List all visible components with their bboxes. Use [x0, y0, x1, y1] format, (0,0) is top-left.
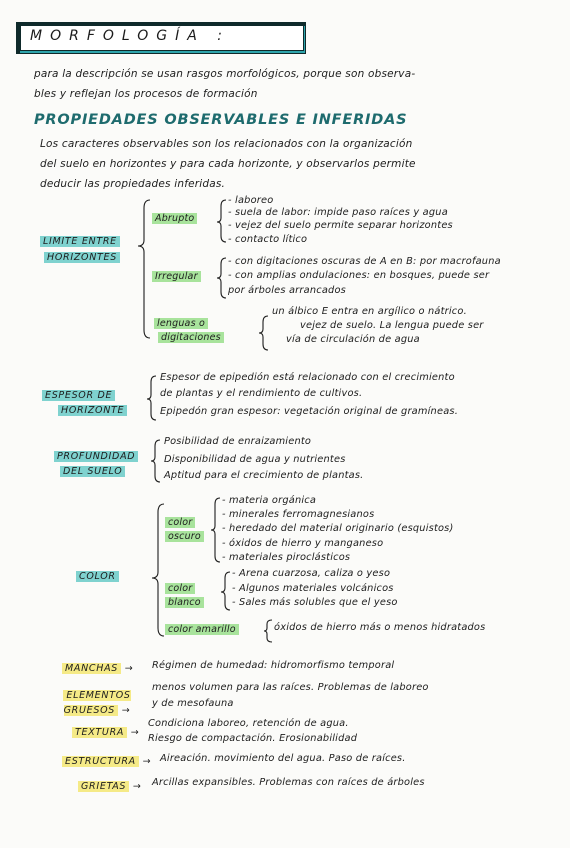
color-label: COLOR [76, 571, 119, 582]
limite-label-2: HORIZONTES [44, 252, 120, 263]
section-heading: PROPIEDADES OBSERVABLES E INFERIDAS [34, 112, 408, 128]
color-blanco-label-2: blanco [165, 597, 204, 608]
irregular-item-2: - con amplias ondulaciones: en bosques, puede ser [228, 270, 490, 281]
irregular-item-3: por árboles arrancados [228, 285, 346, 296]
blanco-item-2: - Algunos materiales volcánicos [232, 583, 394, 594]
manchas-label: MANCHAS → [62, 663, 133, 674]
profundidad-line-1: Posibilidad de enraizamiento [164, 436, 312, 447]
color-amarillo-label: color amarillo [165, 624, 239, 635]
oscuro-item-1: - materia orgánica [222, 495, 317, 506]
lenguas-label-2: digitaciones [158, 332, 224, 343]
intro-line-1: para la descripción se usan rasgos morfológicos, porque son observa- [34, 68, 416, 80]
abrupto-label: Abrupto [152, 213, 197, 224]
intro-line-2: bles y reflejan los procesos de formación [34, 88, 258, 100]
manchas-text: Régimen de humedad: hidromorfismo temporal [152, 660, 395, 671]
abrupto-item-3: - vejez del suelo permite separar horizontes [228, 220, 453, 231]
oscuro-item-2: - minerales ferromagnesianos [222, 509, 375, 520]
blanco-item-1: - Arena cuarzosa, caliza o yeso [232, 568, 391, 579]
espesor-line-3: Epipedón gran espesor: vegetación original de gramíneas. [160, 406, 459, 417]
estructura-text: Aireación. movimiento del agua. Paso de raíces. [160, 753, 406, 764]
profundidad-line-2: Disponibilidad de agua y nutrientes [164, 454, 346, 465]
espesor-line-1: Espesor de epipedión está relacionado con el crecimiento [160, 372, 455, 383]
color-oscuro-label-2: oscuro [165, 531, 204, 542]
elementos-gruesos-label: ELEMENTOS GRUESOS → [63, 690, 131, 716]
profundidad-line-3: Aptitud para el crecimiento de plantas. [164, 470, 364, 481]
irregular-label: Irregular [152, 271, 201, 282]
lenguas-item-3: vía de circulación de agua [286, 334, 420, 345]
profundidad-label-2: DEL SUELO [60, 466, 125, 477]
elementos-gruesos-text-2: y de mesofauna [152, 698, 234, 709]
estructura-label: ESTRUCTURA → [62, 756, 151, 767]
grietas-label: GRIETAS → [78, 781, 142, 792]
color-oscuro-label: color [165, 517, 195, 528]
lenguas-item-1: un álbico E entra en argílico o nátrico. [272, 306, 467, 317]
abrupto-item-1: - laboreo [228, 195, 274, 206]
section-text-line-1: Los caracteres observables son los relacionados con la organización [40, 138, 413, 150]
espesor-line-2: de plantas y el rendimiento de cultivos. [160, 388, 363, 399]
oscuro-item-3: - heredado del material originario (esquistos) [222, 523, 454, 534]
textura-label: TEXTURA → [72, 727, 139, 738]
grietas-text: Arcillas expansibles. Problemas con raíces de árboles [152, 777, 425, 788]
abrupto-item-4: - contacto lítico [228, 234, 308, 245]
lenguas-label: lenguas o [154, 318, 208, 329]
oscuro-item-5: - materiales piroclásticos [222, 552, 351, 563]
profundidad-label: PROFUNDIDAD [54, 451, 138, 462]
section-text-line-3: deducir las propiedades inferidas. [40, 178, 226, 190]
elementos-gruesos-text-1: menos volumen para las raíces. Problemas de laboreo [152, 682, 429, 693]
irregular-item-1: - con digitaciones oscuras de A en B: por macrofauna [228, 256, 501, 267]
amarillo-item: óxidos de hierro más o menos hidratados [274, 622, 486, 633]
oscuro-item-4: - óxidos de hierro y manganeso [222, 538, 384, 549]
textura-text-2: Riesgo de compactación. Erosionabilidad [148, 733, 358, 744]
lenguas-item-2: vejez de suelo. La lengua puede ser [300, 320, 484, 331]
color-blanco-label: color [165, 583, 195, 594]
textura-text-1: Condiciona laboreo, retención de agua. [148, 718, 349, 729]
espesor-label-2: HORIZONTE [58, 405, 127, 416]
limite-label: LIMITE ENTRE [40, 236, 120, 247]
section-text-line-2: del suelo en horizontes y para cada horizonte, y observarlos permite [40, 158, 416, 170]
page-title: MORFOLOGÍA : [30, 28, 231, 44]
abrupto-item-2: - suela de labor: impide paso raíces y agua [228, 207, 448, 218]
blanco-item-3: - Sales más solubles que el yeso [232, 597, 398, 608]
espesor-label: ESPESOR DE [42, 390, 115, 401]
